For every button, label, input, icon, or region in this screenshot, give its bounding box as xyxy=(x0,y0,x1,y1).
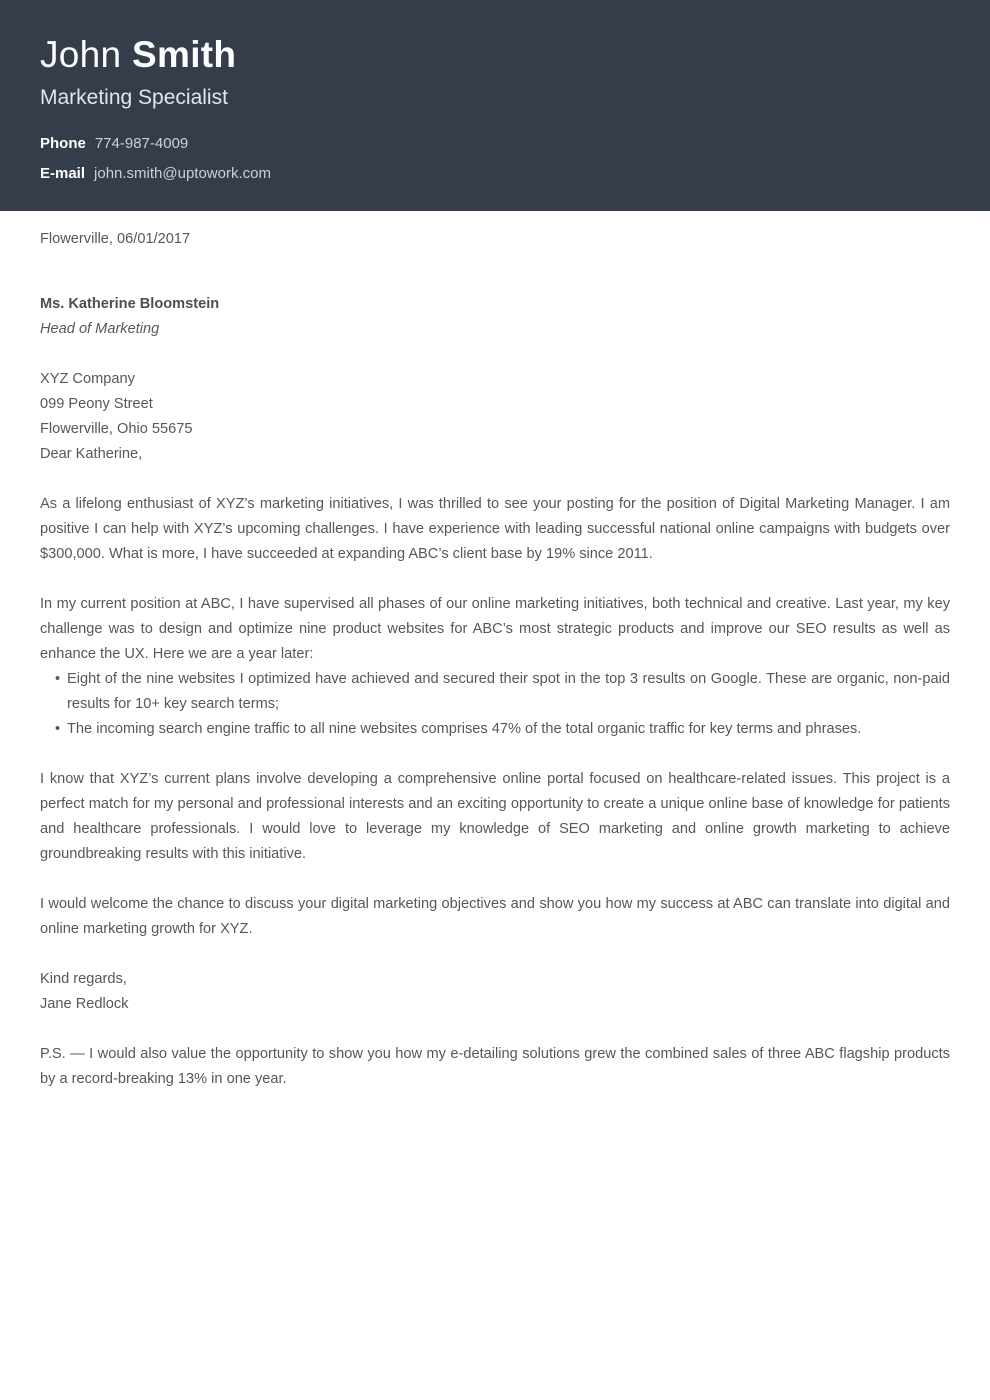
letter-body xyxy=(0,211,990,1092)
recipient-name: Ms. Katherine Bloomstein xyxy=(40,296,220,312)
contact-row-phone xyxy=(40,135,950,152)
postscript: P.S. — I would also value the opportunity to show you how my e-detailing solutions grew the combined sales of three ABC flagship products by a record-breaking 13% in one year. xyxy=(40,1046,950,1087)
email-value: john.smith@uptowork.com xyxy=(94,164,271,182)
recipient-address xyxy=(40,367,950,442)
recipient-street: 099 Peony Street xyxy=(40,396,153,412)
job-title: Marketing Specialist xyxy=(40,85,228,109)
candidate-name xyxy=(40,34,950,77)
achievement-list xyxy=(40,667,950,742)
paragraph-current-position: In my current position at ABC, I have supervised all phases of our online marketing initiatives, both technical and creative. Last year, my key challenge was to design and optimize nine product websites for ABC’s most strategic products and improve our SEO results as well as enhance the UX. Here we are a year later: xyxy=(40,596,950,662)
contact-block xyxy=(40,135,950,182)
candidate-last-name: Smith xyxy=(132,34,237,75)
paragraph-intro: As a lifelong enthusiast of XYZ’s marketing initiatives, I was thrilled to see your posting for the position of Digital Marketing Manager. I am positive I can help with XYZ’s upcoming challenges. I have experience with leading successful national online campaigns with budgets over $300,000. What is more, I have succeeded at expanding ABC’s client base by 19% since 2011. xyxy=(40,496,950,562)
recipient-title: Head of Marketing xyxy=(40,321,160,337)
closing-line: Kind regards, xyxy=(40,971,127,987)
achievement-item: • The incoming search engine traffic to all nine websites comprises 47% of the total organic traffic for key terms and phrases. xyxy=(55,717,950,742)
candidate-first-name: John xyxy=(40,34,122,75)
recipient-city: Flowerville, Ohio 55675 xyxy=(40,421,193,437)
phone-label: Phone xyxy=(40,134,86,152)
achievement-item: • Eight of the nine websites I optimized have achieved and secured their spot in the top 3 results on Google. These are organic, non-paid results for 10+ key search terms; xyxy=(55,667,950,717)
date-line: Flowerville, 06/01/2017 xyxy=(40,231,191,247)
phone-value: 774-987-4009 xyxy=(94,134,189,152)
paragraph-call-to-action: I would welcome the chance to discuss your digital marketing objectives and show you how my success at ABC can translate into digital and online marketing growth for XYZ. xyxy=(40,896,950,937)
recipient-block xyxy=(40,292,950,342)
contact-row-email xyxy=(40,165,950,182)
letter-header xyxy=(0,0,990,211)
signature-name: Jane Redlock xyxy=(40,996,129,1012)
recipient-company: XYZ Company xyxy=(40,371,135,387)
email-label: E-mail xyxy=(40,164,86,182)
paragraph-future-plans: I know that XYZ’s current plans involve developing a comprehensive online portal focused on healthcare-related issues. This project is a perfect match for my personal and professional interests and an exciting opportunity to create a unique online base of knowledge for patients and healthcare professionals. I would love to leverage my knowledge of SEO marketing and online growth marketing to achieve groundbreaking results with this initiative. xyxy=(40,771,950,862)
salutation: Dear Katherine, xyxy=(40,446,143,462)
